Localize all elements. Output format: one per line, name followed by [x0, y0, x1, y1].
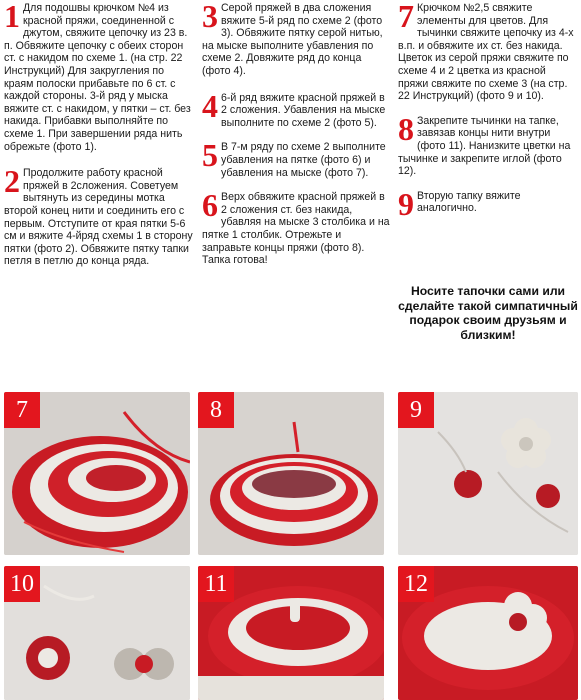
step-7 [398, 2, 578, 103]
step-number: 4 [202, 87, 218, 124]
step-1 [4, 2, 196, 153]
photo-number: 11 [198, 566, 234, 602]
step-6 [202, 187, 390, 267]
step-8 [398, 110, 578, 178]
step-3 [202, 2, 390, 78]
photo-number: 12 [398, 566, 434, 602]
photo-number: 9 [398, 392, 434, 428]
column-2 [202, 0, 390, 267]
step-text: Закрепите тычинки на тапке, завязав концы нити внутри (фото 11). Нанизките цветки на тычинке и закрепите иглой (фото 12). [398, 114, 571, 178]
closing-callout: Носите тапочки сами или сделайте такой симпатичный подарок своим друзьям и близким! [398, 284, 578, 342]
step-number: 3 [202, 0, 218, 34]
step-4 [202, 87, 390, 130]
step-number: 1 [4, 0, 20, 34]
step-number: 9 [398, 185, 414, 222]
photo-12 [398, 566, 578, 700]
step-number: 8 [398, 110, 414, 147]
step-text: Серой пряжей в два сложения вяжите 5-й ряд по схеме 2 (фото 3). Обвяжите пятку серой нитью, на мыске выполните убавления по схеме 2. Довяжите ряд до конца (фото 4). [202, 2, 383, 77]
step-number: 5 [202, 137, 218, 174]
column-3 [398, 0, 578, 222]
photo-8 [198, 392, 384, 555]
step-9 [398, 185, 578, 222]
photo-number: 8 [198, 392, 234, 428]
photo-number: 10 [4, 566, 40, 602]
photo-7 [4, 392, 190, 555]
step-text: Продолжите работу красной пряжей в 2сложения. Советуем вытянуть из середины мотка второй конец нити и соединить его с первым. Отступите от края пятки 5-6 см и вяжите 4-йряд схемы 1 в сторону пятки (фото 2). Обвяжите пятку тапки петля в петлю до конца ряда. [4, 167, 193, 268]
photo-9 [398, 392, 578, 555]
step-number: 6 [202, 187, 218, 224]
step-text: Верх обвяжите красной пряжей в 2 сложения ст. без накида, убавляя на мыске 3 столбика и на пятке 1 столбик. Отрежьте и заправьте концы пряжи (фото 8). Тапка готова! [202, 191, 390, 267]
photo-11 [198, 566, 384, 700]
step-text: Для подошвы крючком №4 из красной пряжи, соединенной с джутом, свяжите цепочку из 23 в. п. Обвяжите цепочку с обеих сторон ст. с накидом по схеме 1. (на стр. 22 Инструкций) Для закругления по краям полоски прибавьте по 6 ст. с каждой стороны. 3-й ряд у мыска вяжите ст. с накидом, у пятки – ст. без накида. Прибавки выполняйте по схеме 1. При завершении ряда нить обрежьте (фото 1). [4, 2, 191, 153]
step-text: Вторую тапку вяжите аналогично. [417, 189, 521, 215]
step-text: В 7-м ряду по схеме 2 выполните убавления на пятке (фото 6) и убавления на мыске (фото 7). [221, 141, 386, 179]
column-1 [4, 0, 196, 268]
step-number: 7 [398, 0, 414, 34]
photo-number: 7 [4, 392, 40, 428]
step-text: 6-й ряд вяжите красной пряжей в 2 сложения. Убавления на мыске выполните по схеме 2 (фото 5). [221, 91, 386, 129]
step-5 [202, 137, 390, 179]
photo-10 [4, 566, 190, 700]
step-text: Крючком №2,5 свяжите элементы для цветов. Для тычинки свяжите цепочку из 4-х в.п. и обвяжите их ст. без накида. Цветок из серой пряжи свяжите по схеме 4 и 2 цветка из красной пряжи свяжите по схеме 3 (на стр. 22 Инструкций) (фото 9 и 10). [398, 2, 574, 103]
step-2 [4, 163, 196, 268]
step-number: 2 [4, 163, 20, 200]
